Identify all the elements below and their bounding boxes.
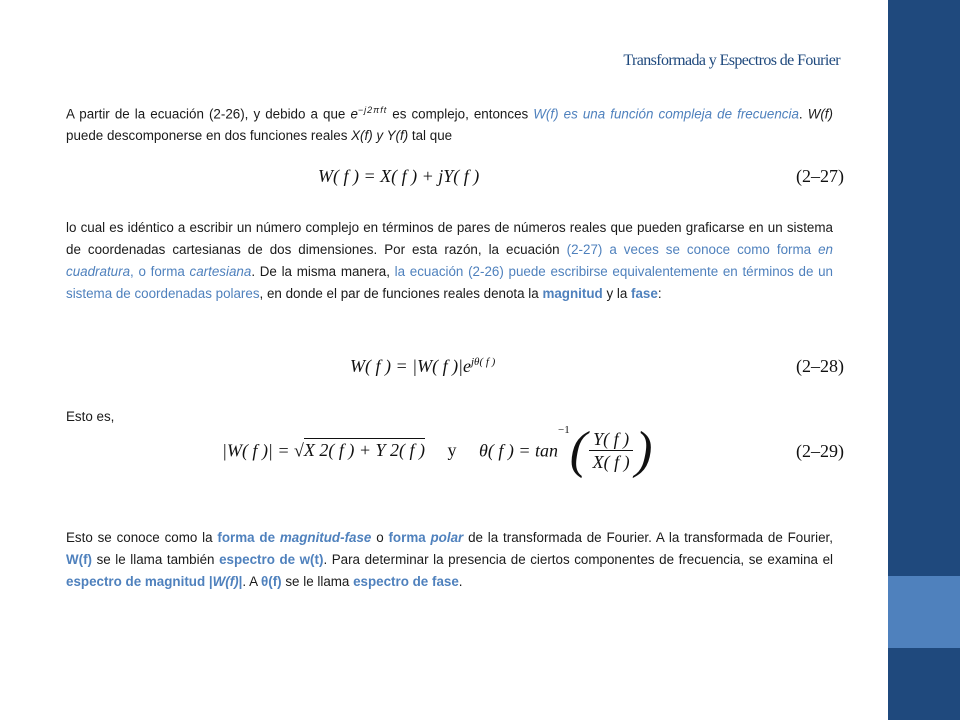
exponential-base: e (350, 106, 358, 122)
equation-2-28-main: W( f ) = |W( f )|e (350, 356, 471, 376)
highlight-polar: la ecuación (2-26) puede escribirse equivalentemente en términos de un sistema de coordenadas polares (66, 264, 833, 301)
text-segment: y la (602, 286, 631, 301)
text-segment: X(f) y Y(f) (351, 128, 409, 144)
esto-es-label: Esto es, (66, 409, 115, 424)
left-paren: ( (569, 421, 588, 479)
highlight-quadrature-term: en cuadratura (66, 242, 834, 279)
highlight-wf: W(f) (66, 552, 93, 567)
highlight-forma: forma (388, 530, 431, 545)
highlight-magnitud: magnitud (542, 286, 603, 301)
text-segment: tal que (408, 128, 453, 144)
highlight-abs-bar: | (238, 574, 243, 589)
equation-number-2-28: (2–28) (796, 356, 844, 376)
text-segment: . A (242, 574, 262, 589)
sidebar-accent-block (888, 576, 960, 648)
text-segment: . (458, 574, 463, 589)
highlight-espectro-fase: espectro de fase (353, 574, 459, 589)
highlight-espectro-wt: espectro de w(t) (219, 552, 324, 567)
paragraph-intro (66, 99, 833, 147)
phase-fraction (589, 428, 633, 473)
text-segment: se le llama también (92, 552, 220, 567)
text-segment: lo cual es idéntico a escribir un número complejo en términos de pares de números reales que pueden graficarse en un sistema de coordenadas cartesianas de dos dimensiones. Por esta razón, la ecuación (66, 220, 833, 257)
highlight-complex-function: W(f) es una función compleja de frecuencia (533, 106, 799, 122)
highlight-quadrature: (2-27) a veces se conoce como forma (566, 242, 819, 257)
magnitude-expression: |W( f )| = √ (222, 440, 304, 461)
highlight-quadrature: , o forma (130, 264, 190, 279)
phase-expression: θ( f ) = tan (479, 440, 559, 461)
equation-2-28-superscript: jθ( f ) (471, 356, 496, 368)
equation-2-28 (350, 356, 495, 377)
highlight-wf-italic: W(f) (212, 574, 239, 589)
equation-number-2-29: (2–29) (796, 441, 844, 461)
text-segment: : (657, 286, 662, 301)
slide-title: Transformada y Espectros de Fourier (623, 52, 840, 69)
text-segment: puede descomponerse en dos funciones reales (66, 128, 352, 144)
sqrt-radicand: X 2( f ) + Y 2( f ) (303, 440, 426, 461)
highlight-magnitud-fase: magnitud-fase (279, 530, 372, 545)
text-segment: Esto se conoce como la (66, 530, 218, 545)
text-segment: . De la misma manera, (251, 264, 395, 279)
equation-2-27: W( f ) = X( f ) + jY( f ) (318, 166, 480, 186)
text-segment: o (371, 530, 389, 545)
exponential-superscript: −j2πft (357, 105, 388, 115)
highlight-forma: forma de (217, 530, 280, 545)
text-segment: A partir de la ecuación (2-26), y debido a que (66, 106, 351, 122)
text-segment: se le llama (281, 574, 354, 589)
text-segment: , en donde el par de funciones reales denota la (259, 286, 543, 301)
fraction-numerator: Y( f ) (589, 428, 633, 451)
fraction-denominator: X( f ) (592, 452, 630, 473)
text-segment: . Para determinar la presencia de ciertos componentes de frecuencia, se examina el (323, 552, 833, 567)
equation-2-29 (222, 421, 653, 479)
text-segment: es complejo, entonces (387, 106, 534, 122)
paragraph-magnitude-phase (66, 527, 833, 593)
equation-number-2-27: (2–27) (796, 166, 844, 186)
highlight-espectro-magnitud: espectro de magnitud | (66, 574, 213, 589)
highlight-theta-f: θ(f) (261, 574, 282, 589)
right-paren: ) (635, 421, 653, 479)
highlight-fase: fase (631, 286, 658, 301)
conjunction-y: y (447, 440, 457, 461)
paragraph-cartesian-polar (66, 217, 833, 305)
text-segment: . (798, 106, 808, 122)
highlight-polar-term: polar (430, 530, 464, 545)
text-segment: de la transformada de Fourier. A la transformada de Fourier, (463, 530, 833, 545)
highlight-cartesian-term: cartesiana (189, 264, 252, 279)
tan-superscript: −1 (558, 424, 570, 436)
text-segment: W(f) (807, 106, 833, 122)
